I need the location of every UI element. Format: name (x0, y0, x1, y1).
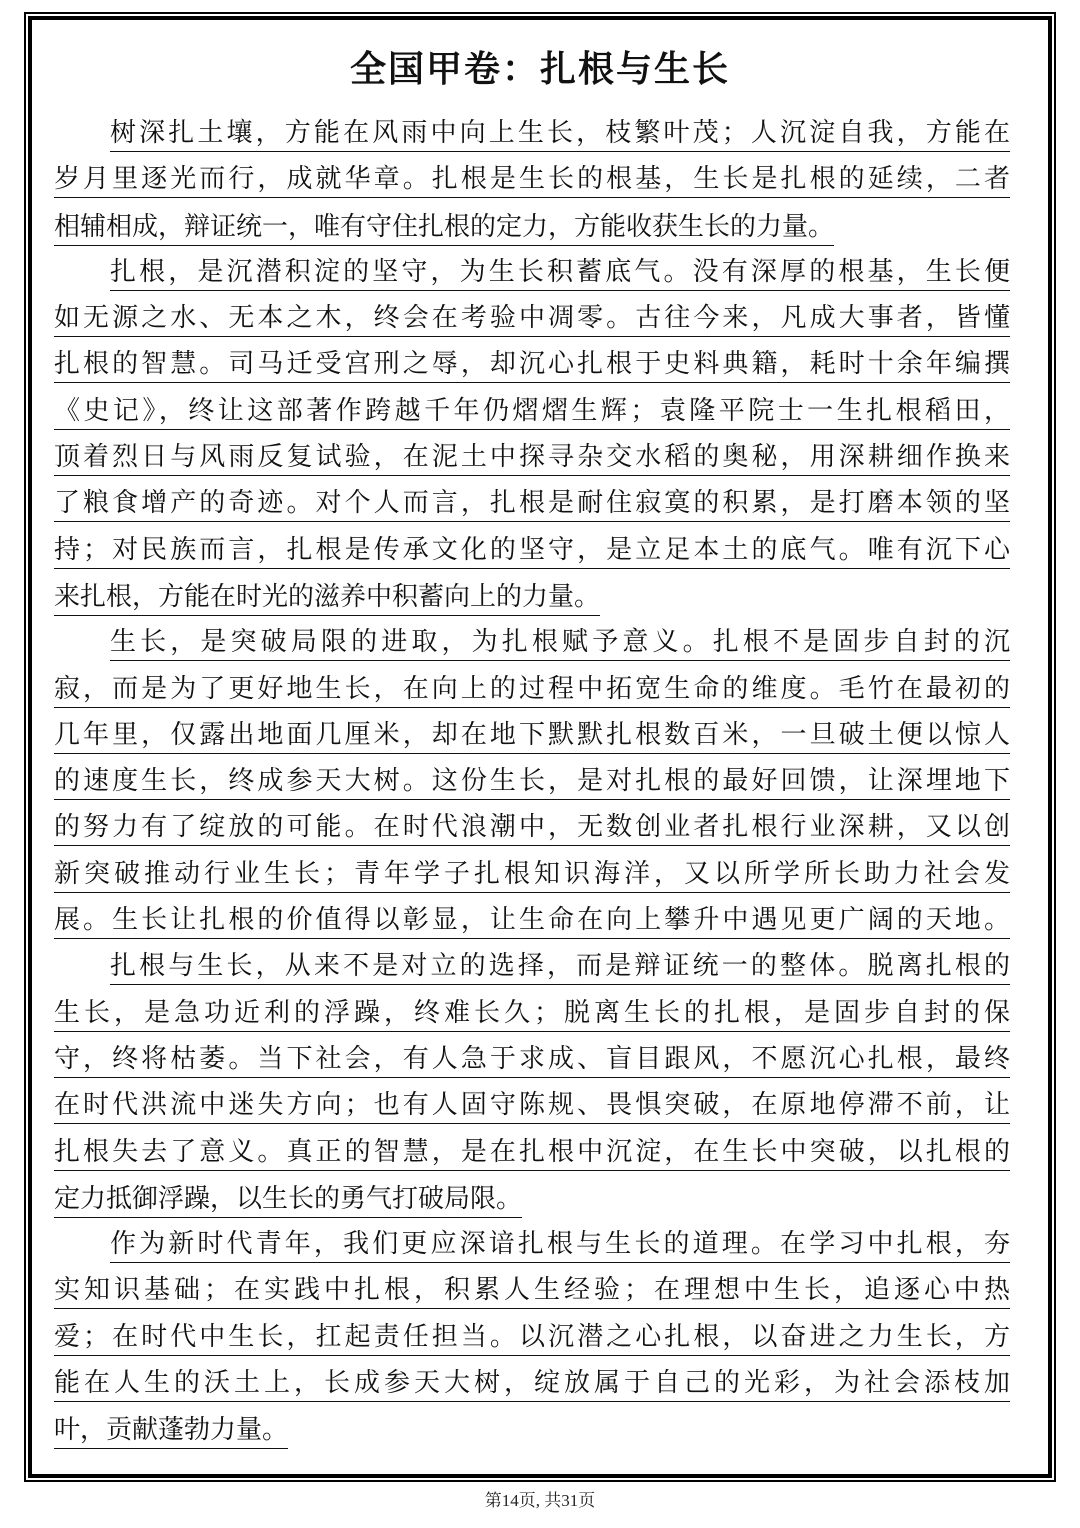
text-line: 来扎根，方能在时光的滋养中积蓄向上的力量。 (54, 573, 1010, 619)
text-line: 在时代洪流中迷失方向；也有人固守陈规、畏惧突破，在原地停滞不前，让 (54, 1082, 1010, 1128)
text-line: 岁月里逐光而行，成就华章。扎根是生长的根基，生长是扎根的延续，二者 (54, 156, 1010, 202)
text-line: 生长，是突破局限的进取，为扎根赋予意义。扎根不是固步自封的沉 (54, 619, 1010, 665)
text-line: 如无源之水、无本之木，终会在考验中凋零。古往今来，凡成大事者，皆懂 (54, 295, 1010, 341)
text-line: 爱；在时代中生长，扛起责任担当。以沉潜之心扎根，以奋进之力生长，方 (54, 1314, 1010, 1360)
text-line: 新突破推动行业生长；青年学子扎根知识海洋，又以所学所长助力社会发 (54, 851, 1010, 897)
text-line: 扎根的智慧。司马迁受宫刑之辱，却沉心扎根于史料典籍，耗时十余年编撰 (54, 341, 1010, 387)
text-line: 相辅相成，辩证统一，唯有守住扎根的定力，方能收获生长的力量。 (54, 203, 1010, 249)
text-line: 的速度生长，终成参天大树。这份生长，是对扎根的最好回馈，让深埋地下 (54, 758, 1010, 804)
text-line: 扎根失去了意义。真正的智慧，是在扎根中沉淀，在生长中突破，以扎根的 (54, 1129, 1010, 1175)
text-line: 叶，贡献蓬勃力量。 (54, 1406, 1010, 1452)
text-line: 作为新时代青年，我们更应深谙扎根与生长的道理。在学习中扎根，夯 (54, 1221, 1010, 1267)
text-line: 扎根与生长，从来不是对立的选择，而是辩证统一的整体。脱离扎根的 (54, 943, 1010, 989)
text-line: 守，终将枯萎。当下社会，有人急于求成、盲目跟风，不愿沉心扎根，最终 (54, 1036, 1010, 1082)
text-line: 实知识基础；在实践中扎根，积累人生经验；在理想中生长，追逐心中热 (54, 1267, 1010, 1313)
text-line: 展。生长让扎根的价值得以彰显，让生命在向上攀升中遇见更广阔的天地。 (54, 897, 1010, 943)
text-line: 几年里，仅露出地面几厘米，却在地下默默扎根数百米，一旦破土便以惊人 (54, 712, 1010, 758)
text-line: 扎根，是沉潜积淀的坚守，为生长积蓄底气。没有深厚的根基，生长便 (54, 249, 1010, 295)
essay-body (54, 110, 1010, 1453)
text-line: 顶着烈日与风雨反复试验，在泥土中探寻杂交水稻的奥秘，用深耕细作换来 (54, 434, 1010, 480)
text-line: 树深扎土壤，方能在风雨中向上生长，枝繁叶茂；人沉淀自我，方能在 (54, 110, 1010, 156)
text-line: 寂，而是为了更好地生长，在向上的过程中拓宽生命的维度。毛竹在最初的 (54, 666, 1010, 712)
essay-title: 全国甲卷：扎根与生长 (349, 49, 730, 90)
text-line: 定力抵御浮躁，以生长的勇气打破局限。 (54, 1175, 1010, 1221)
text-line: 《史记》，终让这部著作跨越千年仍熠熠生辉；袁隆平院士一生扎根稻田， (54, 388, 1010, 434)
page-number: 第14页, 共31页 (484, 1491, 596, 1510)
text-line: 的努力有了绽放的可能。在时代浪潮中，无数创业者扎根行业深耕，又以创 (54, 804, 1010, 850)
text-line: 能在人生的沃土上，长成参天大树，绽放属于自己的光彩，为社会添枝加 (54, 1360, 1010, 1406)
text-line: 持；对民族而言，扎根是传承文化的坚守，是立足本土的底气。唯有沉下心 (54, 527, 1010, 573)
text-line: 了粮食增产的奇迹。对个人而言，扎根是耐住寂寞的积累，是打磨本领的坚 (54, 480, 1010, 526)
text-line: 生长，是急功近利的浮躁，终难长久；脱离生长的扎根，是固步自封的保 (54, 990, 1010, 1036)
